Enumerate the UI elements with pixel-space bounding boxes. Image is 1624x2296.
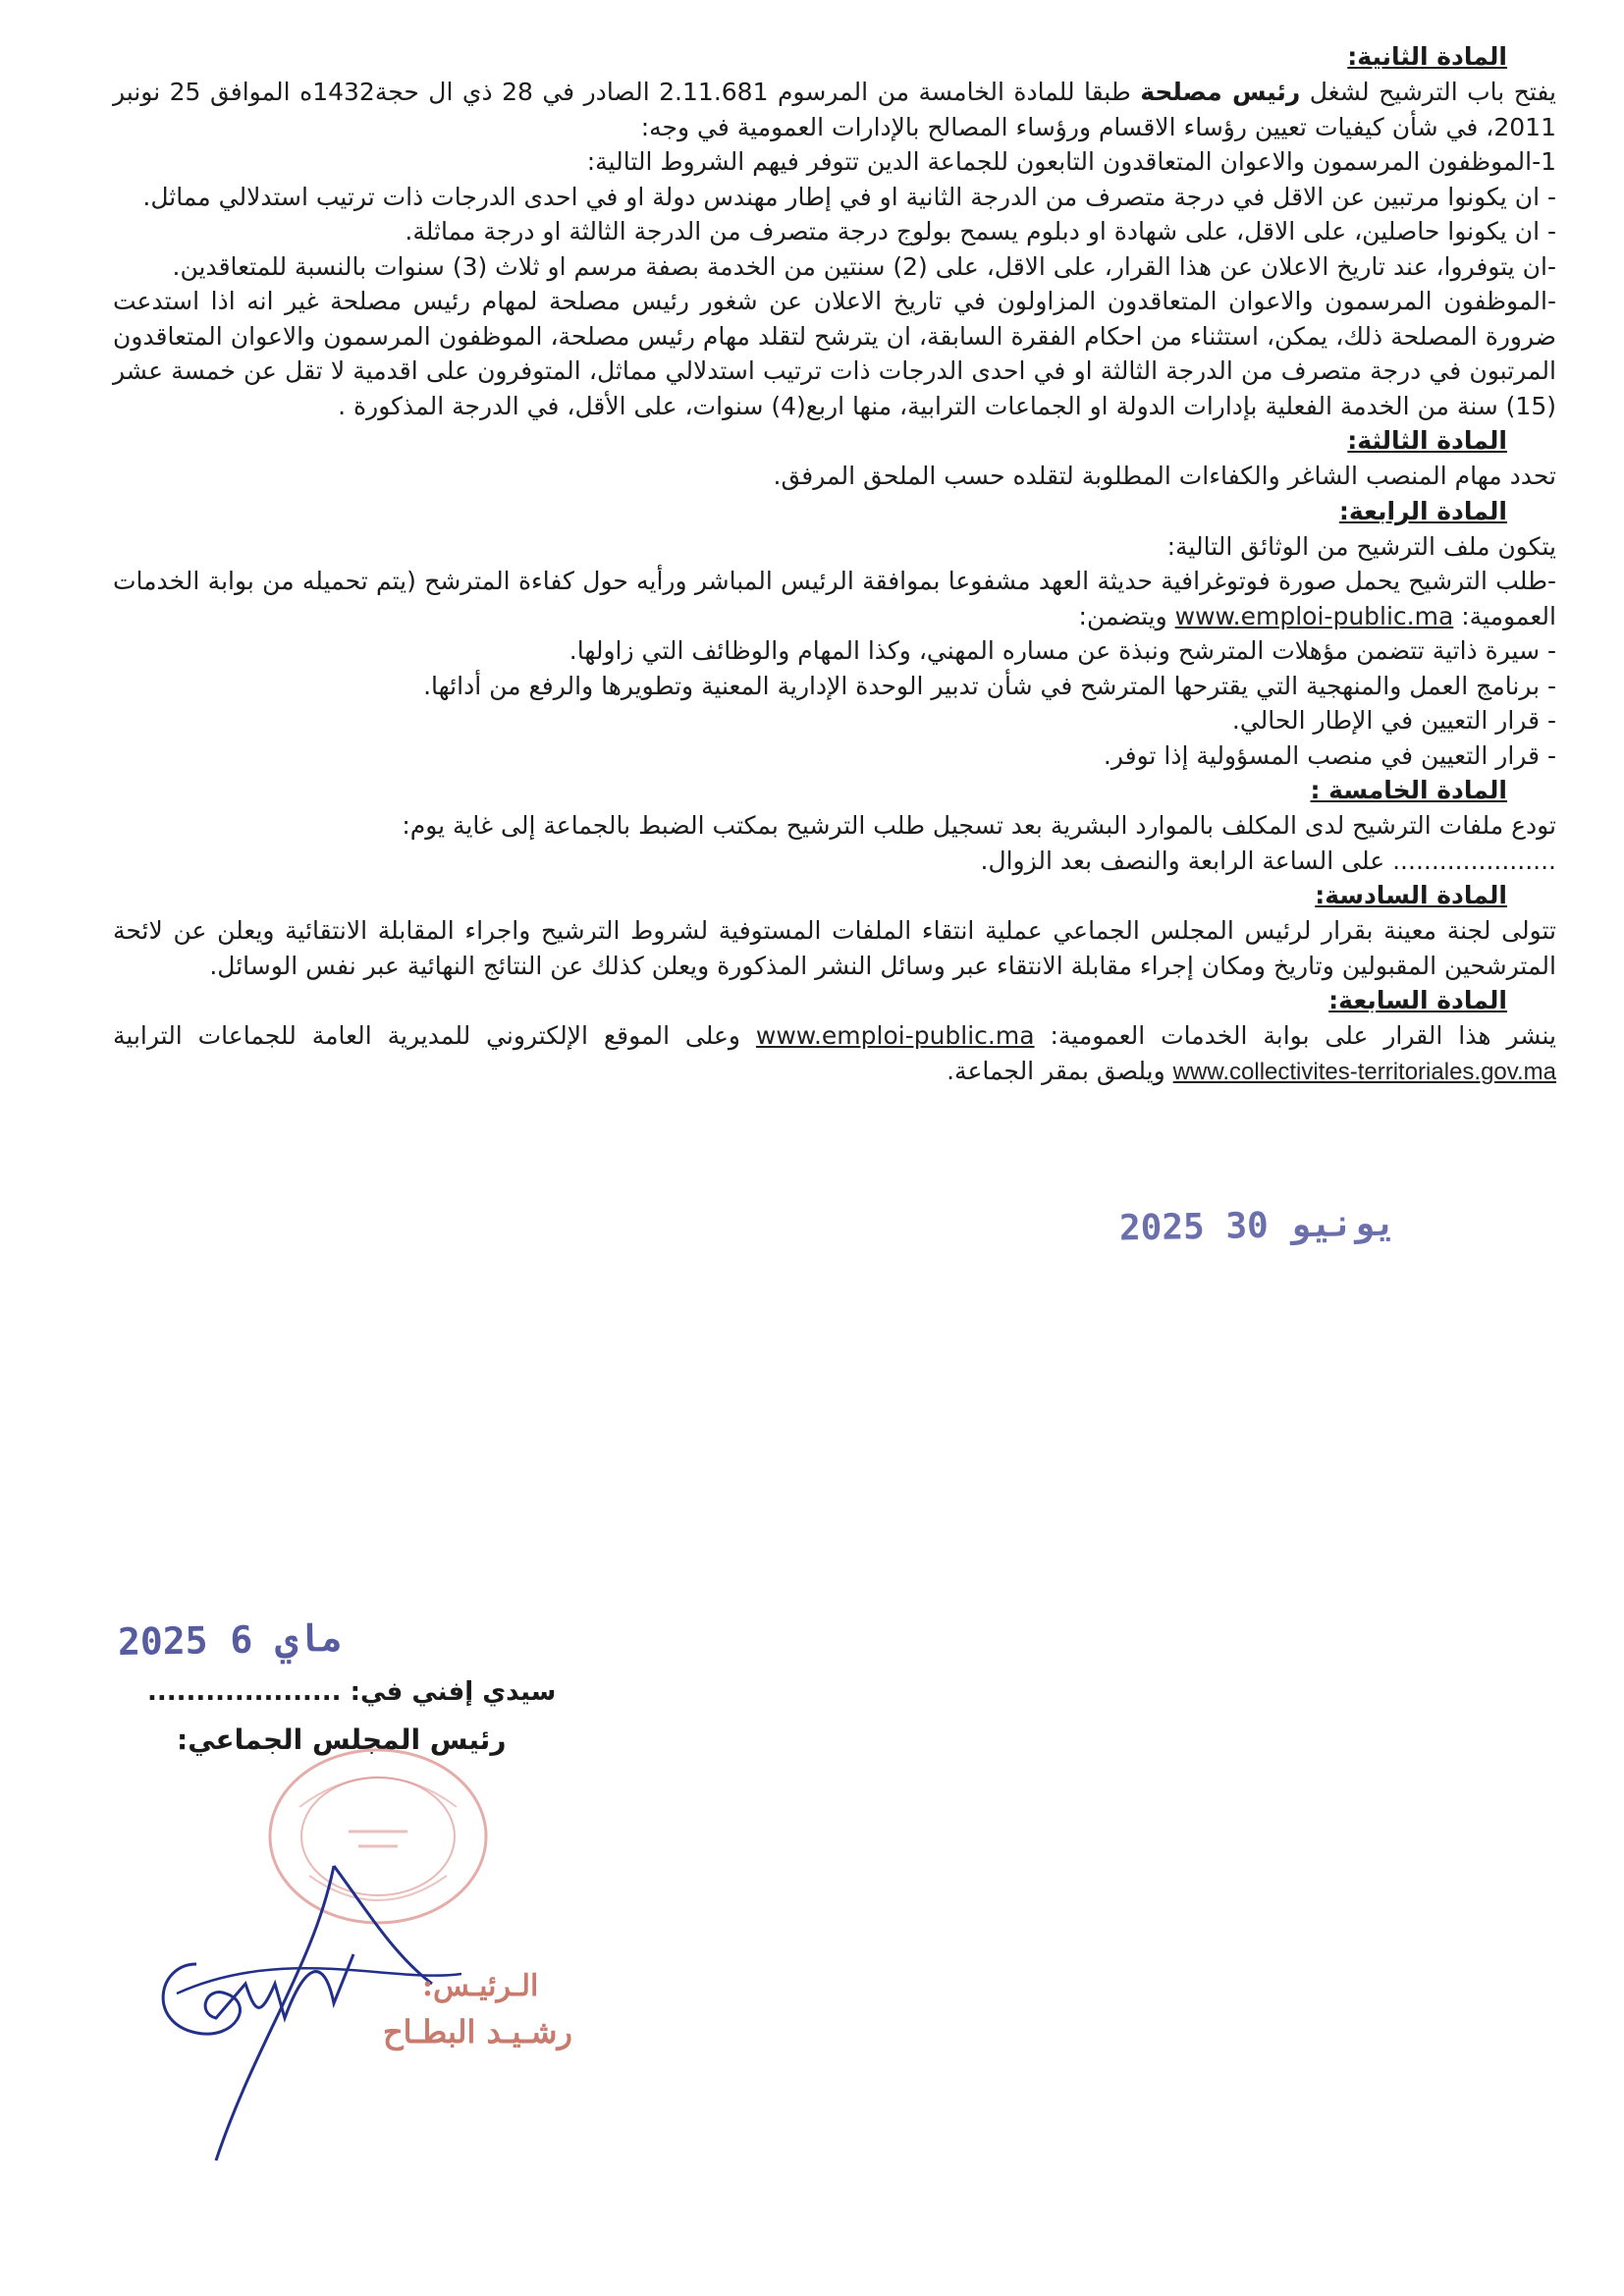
article-4-intro: يتكون ملف الترشيح من الوثائق التالية: [1166, 531, 1556, 561]
article-2-heading: المادة الثانية: [1347, 42, 1507, 71]
article-7-heading: المادة السابعة: [1328, 986, 1507, 1014]
condition-2: - ان يكونوا حاصلين، على الاقل، على شهادة او دبلوم يسمح بولوج درجة متصرف من الدرجة الثالثة او درجة مماثلة. [405, 217, 1556, 246]
signer-title: الـرئيـس: [422, 1969, 539, 2003]
article-7-text-2: وعلى الموقع الإلكتروني للمديرية العامة للجماعات الترابية [113, 1021, 756, 1050]
eligibility-item-2: -الموظفون المرسمون والاعوان المتعاقدون المزاولون في تاريخ الاعلان عن شغور رئيس مصلحة لمهام رئيس مصلحة غير انه اذا استدعت ضرورة المصلحة ذلك، يمكن، استثناء من احكام الفقرة السابقة، ان يترشح لتقلد مهام رئيس مصلحة، الموظفون المرسمون والاعوان المتعاقدون المرتبون في درجة متصرف من الدرجة الثالثة او في احدى الدرجات ذات ترتيب استدلالي مماثل، المتوفرون على اقدمية لا تقل عن خمسة عشر (15) سنة من الخدمة الفعلية بإدارات الدولة او الجماعات الترابية، منها اربع(4) سنوات، على الأقل، في الدرجة المذكورة . [113, 287, 1556, 420]
required-document-2: - سيرة ذاتية تتضمن مؤهلات المترشح ونبذة عن مساره المهني، وكذا المهام والوظائف التي زاولها. [568, 636, 1556, 665]
emploi-public-link[interactable]: www.emploi-public.ma [1174, 601, 1454, 630]
article-4-heading: المادة الرابعة: [1338, 496, 1507, 525]
required-document-3: - برنامج العمل والمنهجية التي يقترحها المترشح في شأن تدبير الوحدة الإدارية المعنية وتطويرها والرفع من أدائها. [423, 671, 1556, 700]
article-6-text: تتولى لجنة معينة بقرار لرئيس المجلس الجماعي عملية انتقاء الملفات المستوفية لشروط الترشيح واجراء المقابلة الانتقائية ويعلن عن لائحة المترشحين المقبولين وتاريخ ومكان إجراء مقابلة الانتقاء عبر وسائل النشر المذكورة ويعلن كذلك عن النتائج النهائية عبر نفس الوسائل. [113, 916, 1556, 980]
required-document-1-suffix: ويتضمن: [1078, 601, 1175, 630]
position-title: رئيس مصلحة [1140, 78, 1301, 106]
article-7-text [113, 1018, 1556, 1089]
issue-date-stamp: 2025 ماي 6 [117, 1616, 344, 1664]
article-2-intro [113, 75, 1556, 144]
signing-place: سيدي إفني في: .................... [147, 1677, 557, 1707]
deadline-date-stamp: 2025 يونيو 30 [1118, 1203, 1397, 1249]
condition-1: - ان يكونوا مرتبين عن الاقل في درجة متصرف من الدرجة الثانية او في إطار مهندس دولة او في احدى الدرجات ذات ترتيب استدلالي مماثل. [142, 182, 1556, 211]
article-3-text: تحدد مهام المنصب الشاغر والكفاءات المطلوبة لتقلده حسب الملحق المرفق. [773, 462, 1556, 490]
article-2-intro-text-2: طبقا للمادة الخامسة من المرسوم 2.11.681 الصادر في 28 ذي ال حجة1432ه الموافق 25 نونبر 2011، في شأن كيفيات تعيين رؤساء الاقسام ورؤساء المصالح بالإدارات العمومية في وجه: [113, 78, 1556, 141]
article-5-text: تودع ملفات الترشيح لدى المكلف بالموارد البشرية بعد تسجيل طلب الترشيح بمكتب الضبط بالجماعة إلى غاية يوم: [402, 811, 1556, 840]
collectivites-link[interactable]: www.collectivites-territoriales.gov.ma [1172, 1058, 1556, 1085]
article-7-text-3: ويلصق بمقر الجماعة. [947, 1056, 1173, 1085]
article-5-deadline: ..................... على الساعة الرابعة والنصف بعد الزوال. [980, 846, 1556, 875]
required-document-5: - قرار التعيين في منصب المسؤولية إذا توفر. [1103, 740, 1556, 770]
signature-icon [137, 1846, 530, 2170]
required-document-1 [113, 564, 1556, 633]
article-2-intro-text-1: يفتح باب الترشيح لشغل [1300, 78, 1557, 106]
eligibility-item-1: 1-الموظفون المرسمون والاعوان المتعاقدون التابعون للجماعة الدين تتوفر فيهم الشروط التالية: [586, 147, 1556, 176]
article-7-text-1: ينشر هذا القرار على بوابة الخدمات العمومية: [1034, 1021, 1556, 1050]
article-5-heading: المادة الخامسة : [1310, 776, 1507, 804]
council-president-label: رئيس المجلس الجماعي: [177, 1723, 507, 1756]
article-3-heading: المادة الثالثة: [1347, 426, 1507, 455]
document-body [113, 39, 1556, 1089]
article-6-heading: المادة السادسة: [1315, 881, 1507, 909]
condition-3: -ان يتوفروا، عند تاريخ الاعلان عن هذا القرار، على الاقل، على (2) سنتين من الخدمة بصفة مرسم او ثلاث (3) سنوات بالنسبة للمتعاقدين. [172, 251, 1556, 281]
required-document-4: - قرار التعيين في الإطار الحالي. [1231, 706, 1556, 735]
required-document-1-text: -طلب الترشيح يحمل صورة فوتوغرافية حديثة العهد مشفوعا بموافقة الرئيس المباشر ورأيه حول كفاءة المترشح (يتم تحميله من بوابة الخدمات العمومية: [113, 567, 1556, 630]
signer-name: رشـيـد البطـاح [383, 2013, 572, 2050]
emploi-public-link-2[interactable]: www.emploi-public.ma [755, 1021, 1035, 1050]
